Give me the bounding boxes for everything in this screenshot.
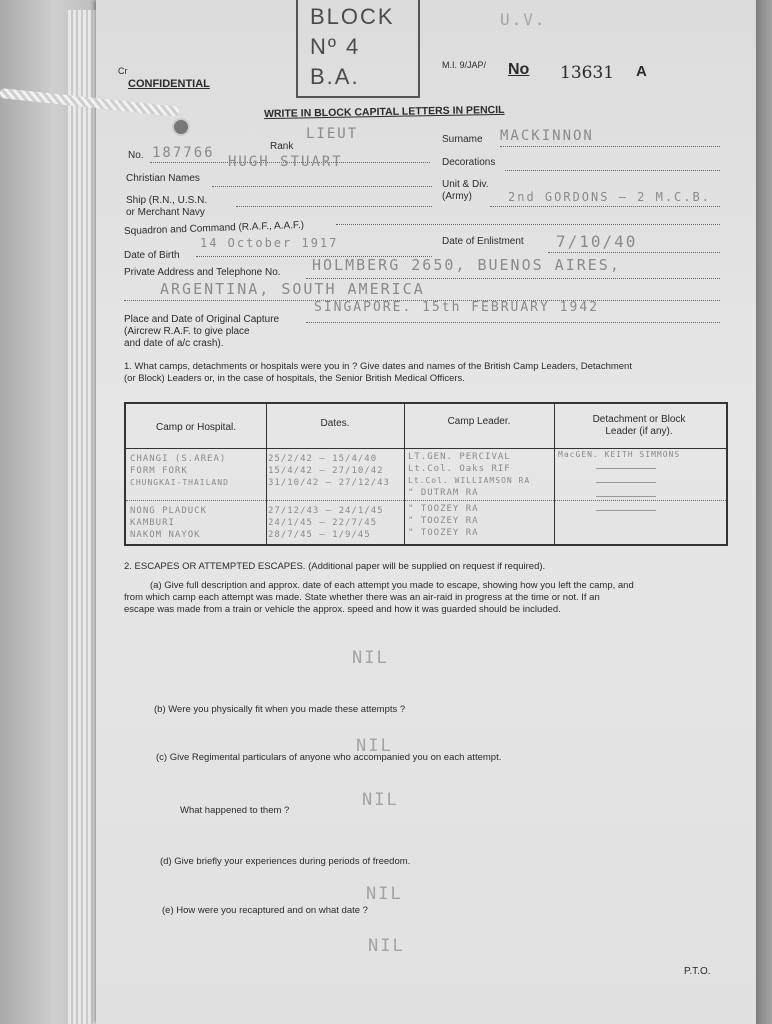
col-header-detachment: Detachment or Block xyxy=(592,414,686,425)
surname-label: Surname xyxy=(442,134,483,145)
rank-value: LIEUT xyxy=(306,126,359,142)
dash-mark xyxy=(596,468,656,469)
capture-label-1: Place and Date of Original Capture xyxy=(124,314,280,325)
camp-table xyxy=(124,402,728,546)
col-header-leader: Camp Leader. xyxy=(447,416,511,427)
col-header-camp: Camp or Hospital. xyxy=(155,422,237,433)
ship-label-1: Ship (R.N., U.S.N. xyxy=(126,195,208,206)
christian-names-line xyxy=(212,186,432,187)
table-cell: LT.GEN. PERCIVAL xyxy=(408,452,511,462)
number-label: No xyxy=(508,61,530,78)
unit-value: 2nd GORDONS – 2 M.C.B. xyxy=(508,190,711,204)
q2b-answer: NIL xyxy=(356,736,393,756)
address-line-1 xyxy=(306,278,720,279)
surname-line xyxy=(500,146,720,147)
q2a-answer: NIL xyxy=(352,648,389,668)
unit-label-1: Unit & Div. xyxy=(442,179,489,190)
table-cell: MacGEN. KEITH SIMMONS xyxy=(558,450,681,459)
address-value-2: ARGENTINA, SOUTH AMERICA xyxy=(160,280,425,298)
table-cell: FORM FORK xyxy=(130,466,188,476)
stamp-line-3: B.A. xyxy=(310,64,360,89)
surname-value: MACKINNON xyxy=(500,128,594,144)
q2b-text: (b) Were you physically fit when you made these attempts ? xyxy=(154,704,406,715)
q2-heading: 2. ESCAPES OR ATTEMPTED ESCAPES. (Additional paper will be supplied on request if required). xyxy=(124,561,546,572)
table-cell: Lt.Col. WILLIAMSON RA xyxy=(408,476,531,485)
ship-line xyxy=(236,206,432,207)
christian-names-value: HUGH STUART xyxy=(228,154,343,170)
capture-line xyxy=(306,322,720,323)
squadron-label: Squadron and Command (R.A.F., A.A.F.) xyxy=(123,219,305,238)
top-scrawl: U.V. xyxy=(500,10,547,29)
q1-text-1: 1. What camps, detachments or hospitals were you in ? Give dates and names of the British Camp Leaders, Detachment xyxy=(124,361,632,372)
dash-mark xyxy=(596,510,656,511)
enlistment-line xyxy=(548,252,720,253)
q2a-text-1: (a) Give full description and approx. date of each attempt you made to escape, showing how you left the camp, and xyxy=(150,580,634,591)
unit-label-2: (Army) xyxy=(442,191,472,202)
table-cell: Lt.Col. Oaks RIF xyxy=(408,464,511,474)
table-divider xyxy=(554,404,555,544)
q2c-answer: NIL xyxy=(362,790,399,810)
table-cell: " TOOZEY RA xyxy=(408,516,479,526)
table-cell: CHUNGKAI-THAILAND xyxy=(130,478,229,487)
table-header-rule xyxy=(126,448,726,449)
confidential-label: CONFIDENTIAL xyxy=(128,78,210,90)
ship-label-2: or Merchant Navy xyxy=(126,207,205,218)
binding-grommet xyxy=(172,118,190,136)
serial-number: 13631 xyxy=(560,63,615,83)
dob-value: 14 October 1917 xyxy=(200,236,339,250)
rank-label: Rank xyxy=(270,141,294,152)
mi-reference: M.I. 9/JAP/ xyxy=(442,60,487,70)
block-stamp xyxy=(296,0,420,98)
address-label: Private Address and Telephone No. xyxy=(124,267,281,278)
capture-value: SINGAPORE. 15th FEBRUARY 1942 xyxy=(314,300,599,315)
stamp-line-1: BLOCK xyxy=(310,4,395,29)
table-cell: KAMBURI xyxy=(130,518,175,528)
table-cell: 27/12/43 – 24/1/45 xyxy=(268,506,384,516)
q2e-answer: NIL xyxy=(368,936,405,956)
dash-mark xyxy=(596,482,656,483)
q1-text-2: (or Block) Leaders or, in the case of hospitals, the Senior British Medical Officers. xyxy=(124,373,465,384)
table-row-rule xyxy=(126,500,726,501)
number-field-value: 187766 xyxy=(152,145,215,161)
col-header-detachment-2: Leader (if any). xyxy=(605,426,673,437)
table-cell: " TOOZEY RA xyxy=(408,504,479,514)
col-header-dates: Dates. xyxy=(320,418,350,429)
squadron-line xyxy=(336,224,720,225)
q2e-text: (e) How were you recaptured and on what date ? xyxy=(162,905,368,916)
q2a-text-2: from which camp each attempt was made. State whether there was an air-raid in progress at the time or not. If an xyxy=(124,592,600,603)
dash-mark xyxy=(596,496,656,497)
table-cell: " TOOZEY RA xyxy=(408,528,479,538)
decorations-label: Decorations xyxy=(442,157,496,168)
address-value-1: HOLMBERG 2650, BUENOS AIRES, xyxy=(312,256,621,274)
q2a-text-3: escape was made from a train or vehicle the approx. speed and how it was guarded should be included. xyxy=(124,604,561,615)
table-cell: 24/1/45 – 22/7/45 xyxy=(268,518,378,528)
cr-mark: Cr xyxy=(118,66,128,76)
q2c-text: (c) Give Regimental particulars of anyone who accompanied you on each attempt. xyxy=(156,752,502,763)
enlistment-label: Date of Enlistment xyxy=(442,236,524,247)
unit-line xyxy=(490,206,720,207)
dob-label: Date of Birth xyxy=(124,250,180,261)
q2d-text: (d) Give briefly your experiences during periods of freedom. xyxy=(160,856,411,867)
pto-label: P.T.O. xyxy=(684,966,711,977)
instruction-heading: WRITE IN BLOCK CAPITAL LETTERS IN PENCIL xyxy=(263,103,505,121)
table-cell: 25/2/42 – 15/4/40 xyxy=(268,454,378,464)
table-cell: CHANGI (S.AREA) xyxy=(130,454,227,464)
q2d-answer: NIL xyxy=(366,884,403,904)
table-cell: 15/4/42 – 27/10/42 xyxy=(268,466,384,476)
table-cell: 31/10/42 – 27/12/43 xyxy=(268,478,390,488)
table-cell: " DUTRAM RA xyxy=(408,488,479,498)
enlistment-value: 7/10/40 xyxy=(556,232,638,251)
stamp-line-2: Nº 4 xyxy=(310,34,361,59)
serial-suffix: A xyxy=(636,63,647,80)
table-cell: NONG PLADUCK xyxy=(130,506,208,516)
decorations-line xyxy=(505,170,720,171)
capture-label-2: (Aircrew R.A.F. to give place xyxy=(124,326,250,337)
what-happened-text: What happened to them ? xyxy=(180,805,290,816)
number-field-label: No. xyxy=(128,150,144,161)
table-cell: 28/7/45 – 1/9/45 xyxy=(268,530,371,540)
table-cell: NAKOM NAYOK xyxy=(130,530,201,540)
christian-names-label: Christian Names xyxy=(126,173,200,184)
capture-label-3: and date of a/c crash). xyxy=(124,338,224,349)
